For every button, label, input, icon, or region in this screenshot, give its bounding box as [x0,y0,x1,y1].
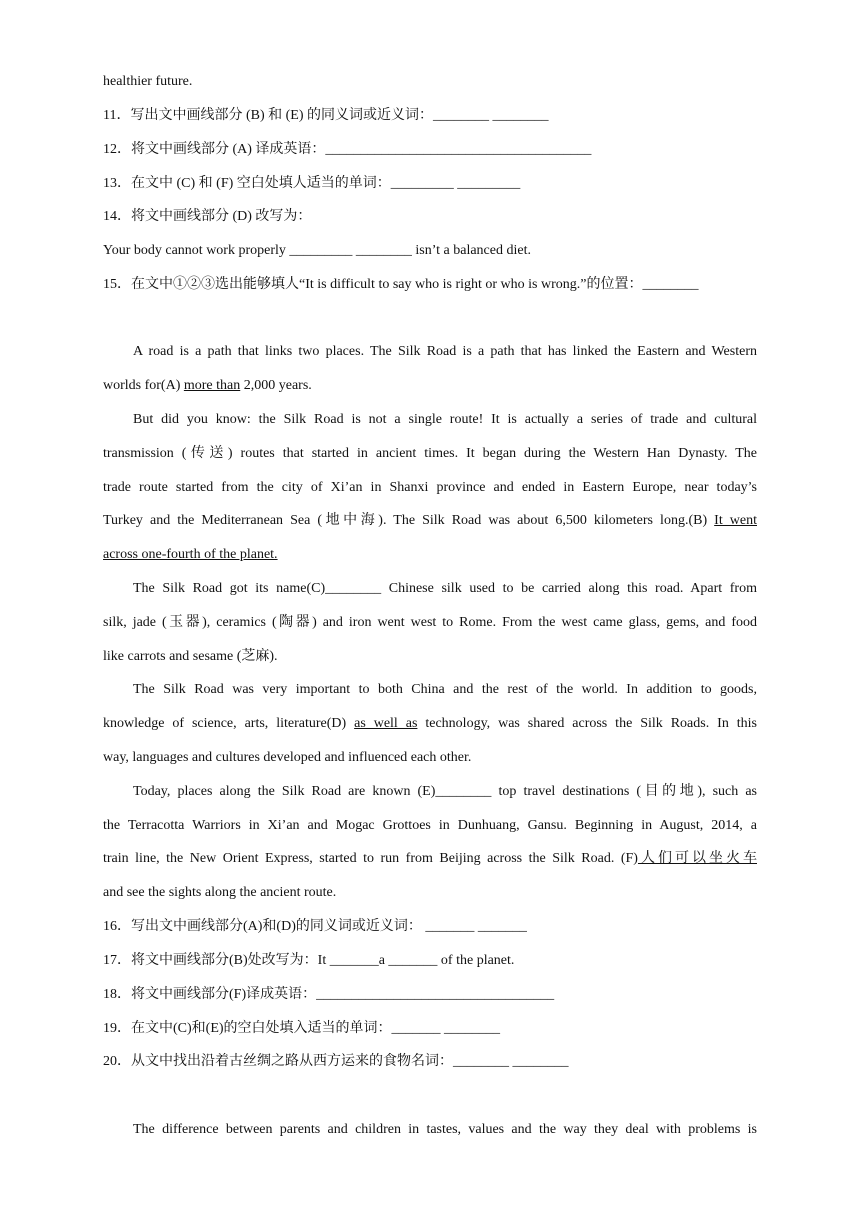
passage-line: worlds for(A) more than 2,000 years. [103,378,312,393]
passage-line: But did you know: the Silk Road is not a single route! It is actually a series of trade and cultural [133,412,757,427]
underlined-a: more than [183,378,241,393]
passage-line: The Silk Road got its name(C)________ Chinese silk used to be carried along this road. Apart from [133,581,757,596]
passage-line: train line, the New Orient Express, started to run from Beijing across the Silk Road. (F)人们可以坐火车 [103,851,757,866]
underlined-f: 人们可以坐火车 [637,851,757,866]
passage-line: The Silk Road was very important to both China and the rest of the world. In addition to goods, [133,682,757,697]
question-11: 11．写出文中画线部分 (B) 和 (E) 的同义词或近义词：________ ________ [103,108,549,123]
question-14-sentence: Your body cannot work properly _________ ________ isn’t a balanced diet. [103,243,531,258]
passage-line: The difference between parents and children in tastes, values and the way they deal with problems is [133,1122,757,1137]
question-17: 17．将文中画线部分(B)处改写为：It _______a _______ of the planet. [103,953,515,968]
underlined-b: It went [714,513,757,528]
question-13: 13．在文中 (C) 和 (F) 空白处填人适当的单词：_________ _________ [103,176,521,191]
underlined-d: as well as [354,716,418,731]
passage-line: transmission (传送) routes that started in ancient times. It began during the Western Han Dynasty. The [103,446,757,461]
question-19: 19．在文中(C)和(E)的空白处填入适当的单词：_______ ________ [103,1021,501,1036]
passage-line: the Terracotta Warriors in Xi’an and Mogac Grottoes in Dunhuang, Gansu. Beginning in August, 2014, a [103,818,757,833]
passage-line: trade route started from the city of Xi’an in Shanxi province and ended in Eastern Europe, near today’s [103,480,757,495]
question-15: 15．在文中①②③选出能够填人“It is difficult to say who is right or who is wrong.”的位置：________ [103,277,699,292]
underlined-b-cont: across one-fourth of the planet. [103,547,278,562]
question-18: 18．将文中画线部分(F)译成英语：__________________________________ [103,987,555,1002]
question-16: 16．写出文中画线部分(A)和(D)的同义词或近义词： _______ _______ [103,919,527,934]
passage-line: silk, jade (玉器), ceramics (陶器) and iron went west to Rome. From the west came glass, gems, and food [103,615,757,630]
passage-line: and see the sights along the ancient route. [103,885,337,900]
question-14: 14．将文中画线部分 (D) 改写为： [103,209,312,224]
text-line: healthier future. [103,74,193,89]
passage-line: way, languages and cultures developed and influenced each other. [103,750,472,765]
passage-line: Today, places along the Silk Road are known (E)________ top travel destinations (目的地), such as [133,784,757,799]
passage-line [103,545,757,565]
passage-line: knowledge of science, arts, literature(D) as well as technology, was shared across the Silk Roads. In this [103,716,757,731]
passage-line: Turkey and the Mediterranean Sea (地中海). The Silk Road was about 6,500 kilometers long.(B) It went [103,513,757,528]
question-12: 12．将文中画线部分 (A) 译成英语：______________________________________ [103,142,592,157]
passage-line: A road is a path that links two places. The Silk Road is a path that has linked the Eastern and Western [133,344,757,359]
passage-line: like carrots and sesame (芝麻). [103,649,278,664]
question-20: 20．从文中找出沿着古丝绸之路从西方运来的食物名词：________ ________ [103,1054,569,1069]
